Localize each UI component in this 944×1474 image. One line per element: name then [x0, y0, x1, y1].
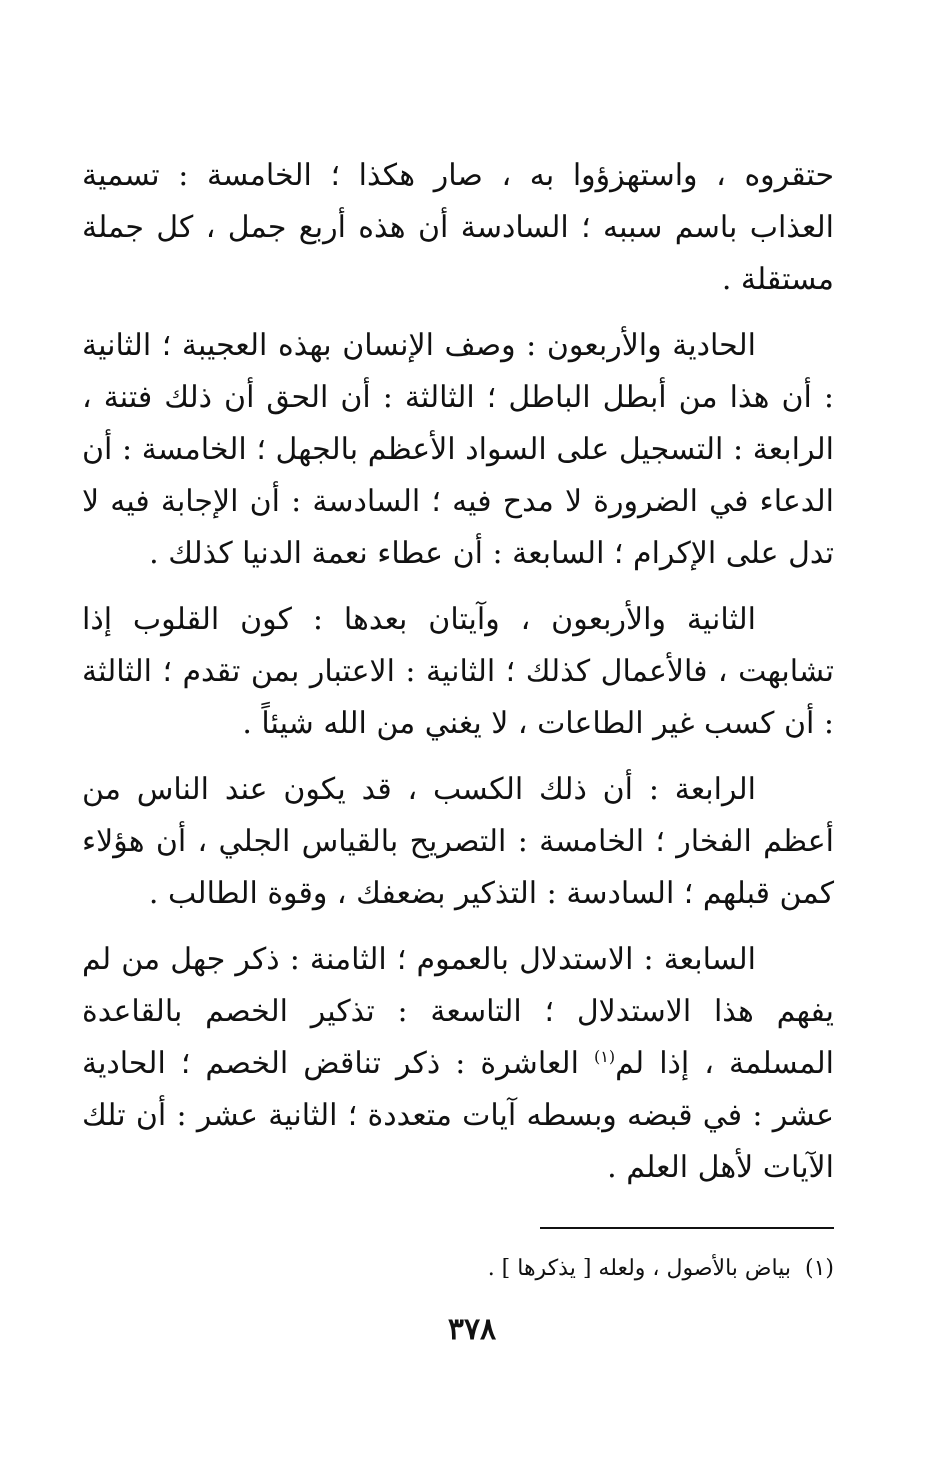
paragraph-continuation: حتقروه ، واستهزؤوا به ، صار هكذا ؛ الخامسة : تسمية العذاب باسم سببه ؛ السادسة أن هذه أربع جمل ، كل جملة مستقلة .	[82, 158, 834, 297]
paragraph-42-end	[82, 934, 834, 1194]
main-text	[82, 150, 834, 1208]
paragraph-42: الثانية والأربعون ، وآيتان بعدها : كون القلوب إذا تشابهت ، فالأعمال كذلك ؛ الثانية : الاعتبار بمن تقدم ؛ الثالثة : أن كسب غير الطاعات ، لا يغني من الله شيئاً .	[82, 602, 834, 741]
footnote-reference[interactable]: (١)	[593, 1047, 616, 1066]
paragraph-text-after-note: العاشرة : ذكر تناقض الخصم ؛ الحادية عشر : في قبضه وبسطه آيات متعددة ؛ الثانية عشر : أن تلك الآيات لأهل العلم .	[82, 1046, 834, 1185]
footnote	[82, 1252, 834, 1286]
paragraph-42-continued: الرابعة : أن ذلك الكسب ، قد يكون عند الناس من أعظم الفخار ؛ الخامسة : التصريح بالقياس الجلي ، أن هؤلاء كمن قبلهم ؛ السادسة : التذكير بضعفك ، وقوة الطالب .	[82, 772, 834, 911]
footnote-number: (١)	[804, 1256, 834, 1281]
footnote-divider	[540, 1227, 834, 1229]
footnote-text: بياض بالأصول ، ولعله [ يذكرها ] .	[487, 1256, 791, 1281]
paragraph-41: الحادية والأربعون : وصف الإنسان بهذه العجيبة ؛ الثانية : أن هذا من أبطل الباطل ؛ الثالثة : أن الحق أن ذلك فتنة ، الرابعة : التسجيل على السواد الأعظم بالجهل ؛ الخامسة : أن الدعاء في الضرورة لا مدح فيه ؛ السادسة : أن الإجابة فيه لا تدل على الإكرام ؛ السابعة : أن عطاء نعمة الدنيا كذلك .	[82, 328, 834, 571]
page-number: ٣٧٨	[447, 1312, 497, 1347]
paragraph-text-before-note: السابعة : الاستدلال بالعموم ؛ الثامنة : ذكر جهل من لم يفهم هذا الاستدلال ؛ التاسعة : تذكير الخصم بالقاعدة المسلمة ، إذا لم	[82, 942, 834, 1081]
